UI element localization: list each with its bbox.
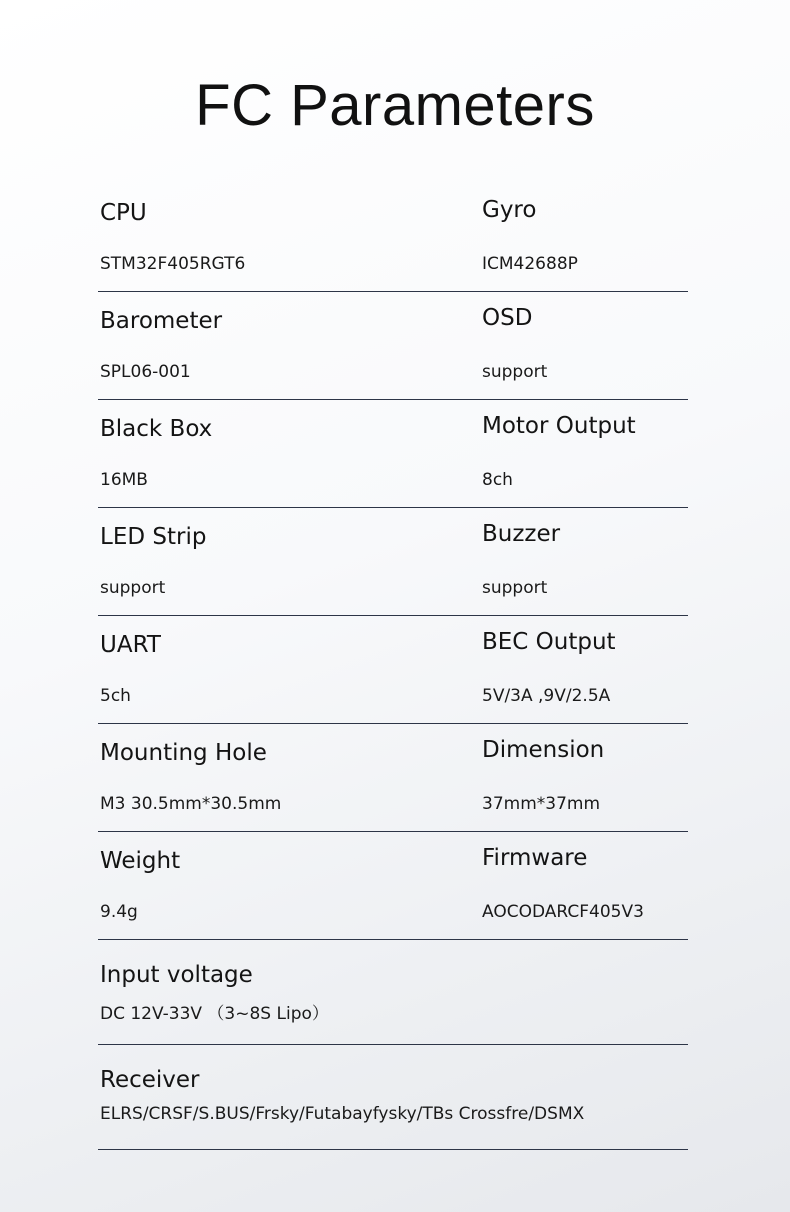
param-label: Firmware xyxy=(482,845,588,871)
param-label: CPU xyxy=(100,200,147,226)
param-label: Dimension xyxy=(482,737,605,763)
param-value: ELRS/CRSF/S.BUS/Frsky/Futabayfysky/TBs Crossfre/DSMX xyxy=(100,1104,585,1124)
param-value: AOCODARCF405V3 xyxy=(482,902,644,922)
param-label: Buzzer xyxy=(482,521,561,547)
param-label: Gyro xyxy=(482,197,537,223)
param-label: BEC Output xyxy=(482,629,616,655)
param-value: SPL06-001 xyxy=(100,362,191,382)
param-row-uart-bec xyxy=(98,616,688,724)
param-value: support xyxy=(100,578,166,598)
param-row-blackbox-motor xyxy=(98,400,688,508)
param-row-barometer-osd xyxy=(98,292,688,400)
page-title: FC Parameters xyxy=(195,73,595,138)
param-value: 37mm*37mm xyxy=(482,794,601,814)
param-label: Mounting Hole xyxy=(100,740,267,766)
param-value: support xyxy=(482,578,548,598)
param-label: OSD xyxy=(482,305,533,331)
param-label: Receiver xyxy=(100,1067,200,1093)
parameters-table xyxy=(98,184,688,1150)
param-value: 16MB xyxy=(100,470,148,490)
param-value: 5ch xyxy=(100,686,131,706)
param-label: Black Box xyxy=(100,416,213,442)
param-label: Motor Output xyxy=(482,413,636,439)
param-label: Weight xyxy=(100,848,181,874)
param-value: DC 12V-33V （3~8S Lipo） xyxy=(100,1004,329,1024)
param-label: Input voltage xyxy=(100,962,253,988)
param-row-mounting-dimension xyxy=(98,724,688,832)
param-value: support xyxy=(482,362,548,382)
param-row-input-voltage xyxy=(98,940,688,1045)
param-label: UART xyxy=(100,632,161,658)
param-value: 9.4g xyxy=(100,902,138,922)
param-value: M3 30.5mm*30.5mm xyxy=(100,794,282,814)
param-row-cpu-gyro xyxy=(98,184,688,292)
param-row-led-buzzer xyxy=(98,508,688,616)
param-label: Barometer xyxy=(100,308,223,334)
param-value: STM32F405RGT6 xyxy=(100,254,246,274)
param-row-receiver xyxy=(98,1045,688,1150)
param-label: LED Strip xyxy=(100,524,207,550)
param-row-weight-firmware xyxy=(98,832,688,940)
param-value: 8ch xyxy=(482,470,513,490)
param-value: ICM42688P xyxy=(482,254,578,274)
param-value: 5V/3A ,9V/2.5A xyxy=(482,686,611,706)
